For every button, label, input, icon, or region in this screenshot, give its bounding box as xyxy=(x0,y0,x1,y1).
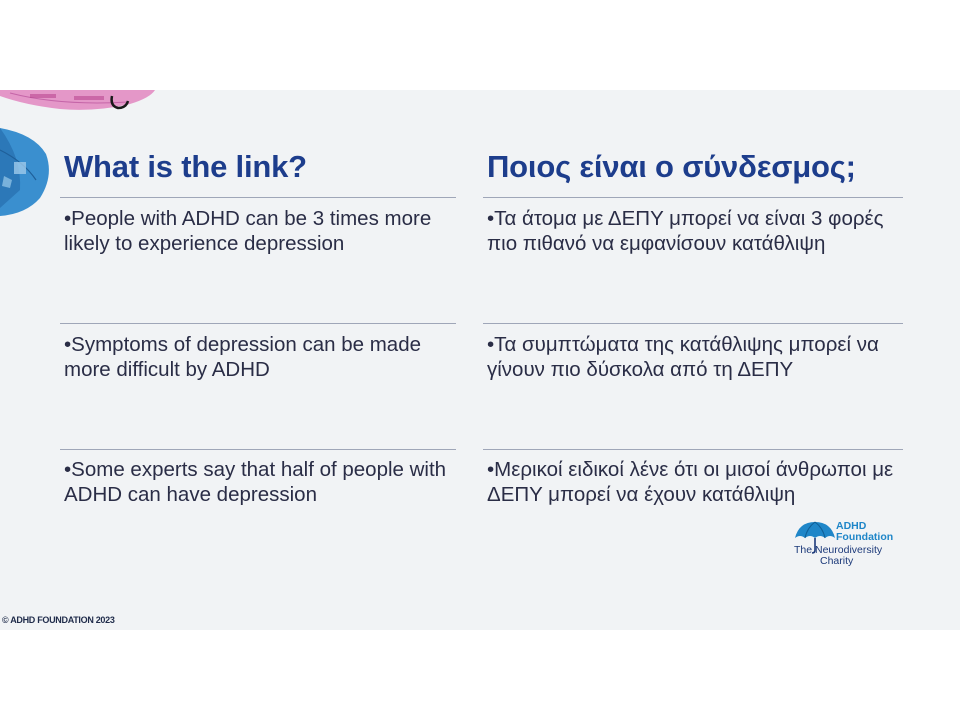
logo-tagline-line-1: The Neurodiversity xyxy=(794,544,883,556)
copyright-footer: © ADHD FOUNDATION 2023 xyxy=(2,615,115,625)
english-bullet-2: •Symptoms of depression can be made more difficult by ADHD xyxy=(64,333,421,381)
divider xyxy=(483,449,903,450)
divider xyxy=(483,323,903,324)
greek-bullet-1: •Τα άτομα με ΔΕΠΥ μπορεί να είναι 3 φορές πιο πιθανό να εμφανίσουν κατάθλιψη xyxy=(487,207,884,255)
blue-umbrella-image xyxy=(0,128,52,218)
divider xyxy=(60,197,456,198)
logo-tagline xyxy=(794,545,904,567)
logo-brand-line-1: ADHD xyxy=(836,520,867,532)
divider xyxy=(60,449,456,450)
pink-umbrella-image xyxy=(0,90,160,112)
english-bullet-3: •Some experts say that half of people with ADHD can have depression xyxy=(64,458,447,506)
english-heading: What is the link? xyxy=(64,149,307,184)
english-bullet-1: •People with ADHD can be 3 times more likely to experience depression xyxy=(64,207,432,255)
greek-bullet-2: •Τα συμπτώματα της κατάθλιψης μπορεί να γίνουν πιο δύσκολα από τη ΔΕΠΥ xyxy=(487,333,879,381)
logo-tagline-line-2: Charity xyxy=(820,555,854,567)
slide xyxy=(0,90,960,630)
greek-heading: Ποιος είναι ο σύνδεσμος; xyxy=(487,149,856,184)
adhd-foundation-logo xyxy=(793,520,905,570)
divider xyxy=(483,197,903,198)
logo-brand-text xyxy=(836,521,906,543)
greek-bullet-3: •Μερικοί ειδικοί λένε ότι οι μισοί άνθρωποι με ΔΕΠΥ μπορεί να έχουν κατάθλιψη xyxy=(487,458,894,506)
logo-brand-line-2: Foundation xyxy=(836,531,894,543)
divider xyxy=(60,323,456,324)
